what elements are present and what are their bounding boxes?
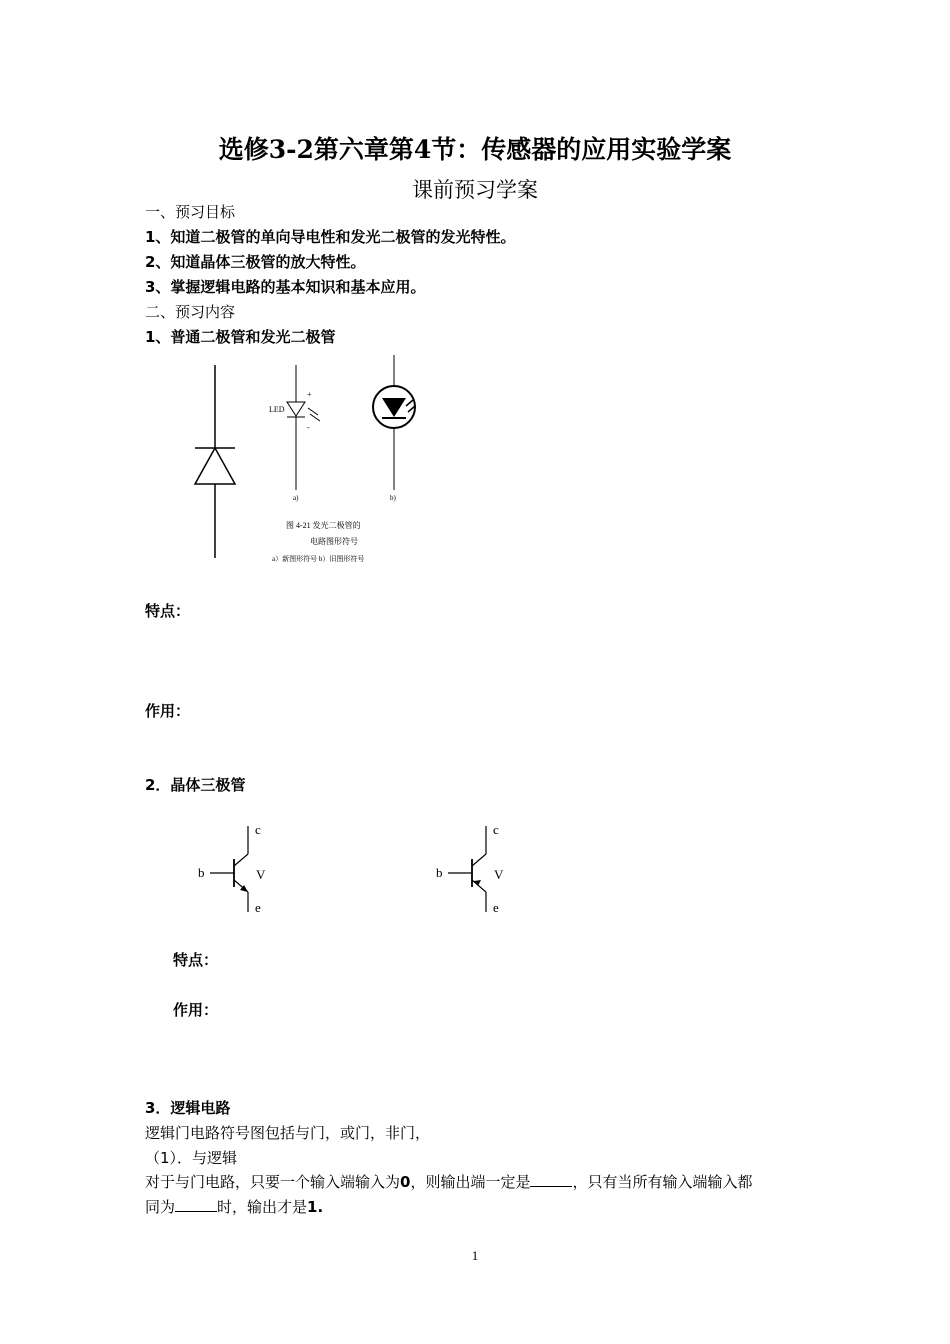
logic-intro: 逻辑门电路符号图包括与门，或门，非门， — [145, 1124, 431, 1142]
section-heading-content: 二、预习内容 — [145, 303, 236, 321]
figure-caption: 图 4-21 发光二极管的 — [286, 521, 361, 530]
label-a: a) — [293, 494, 299, 502]
led-symbol-new — [269, 365, 320, 502]
and-logic-text-line1 — [145, 1172, 752, 1192]
page-title: 选修3-2第六章第4节：传感器的应用实验学案 — [218, 135, 732, 164]
section-heading-goals: 一、预习目标 — [145, 203, 236, 221]
goal-item: 3、掌握逻辑电路的基本知识和基本应用。 — [145, 278, 426, 296]
transistor-symbol-npn — [190, 818, 280, 918]
led-label: LED — [269, 405, 285, 414]
goal-item: 2、知道晶体三极管的放大特性。 — [145, 253, 366, 271]
and-logic-heading: （1）．与逻辑 — [145, 1149, 238, 1167]
text-fragment: ，则输出端一定是 — [410, 1173, 531, 1191]
base-label: b — [436, 865, 443, 880]
emitter-label: e — [493, 900, 499, 915]
minus-sign: - — [307, 423, 310, 432]
led-symbol-old — [373, 355, 415, 502]
text-fragment: ，只有当所有输入端输入都 — [572, 1173, 753, 1191]
transistor-symbol-pnp — [428, 818, 518, 918]
goal-item: 1、知道二极管的单向导电性和发光二极管的发光特性。 — [145, 228, 516, 246]
text-fragment: 对于与门电路，只要一个输入端输入为 — [145, 1173, 401, 1191]
text-fragment: 0 — [400, 1173, 411, 1191]
feature-label: 特点： — [173, 951, 219, 969]
fill-blank — [175, 1197, 217, 1212]
base-label: b — [198, 865, 205, 880]
item-transistor-heading: 2．晶体三极管 — [145, 776, 246, 794]
item-diodes-heading: 1、普通二极管和发光二极管 — [145, 328, 336, 346]
device-label: V — [494, 867, 504, 882]
use-label: 作用： — [145, 702, 191, 720]
and-logic-text-line2 — [145, 1197, 323, 1217]
text-fragment: 1. — [307, 1198, 324, 1216]
collector-label: c — [255, 822, 261, 837]
device-label: V — [256, 867, 266, 882]
use-label: 作用： — [173, 1001, 219, 1019]
text-fragment: 时，输出才是 — [217, 1198, 308, 1216]
label-b: b) — [390, 494, 396, 502]
emitter-label: e — [255, 900, 261, 915]
diode-symbol — [195, 365, 235, 558]
page-number: 1 — [471, 1248, 479, 1263]
item-logic-heading: 3．逻辑电路 — [145, 1099, 231, 1117]
text-fragment: 同为 — [145, 1198, 176, 1216]
feature-label: 特点： — [145, 602, 191, 620]
figure-caption: a）新图形符号 b）旧图形符号 — [272, 555, 365, 563]
diode-figure — [180, 350, 440, 570]
collector-label: c — [493, 822, 499, 837]
plus-sign: + — [307, 390, 312, 399]
fill-blank — [530, 1172, 572, 1187]
page-subtitle: 课前预习学案 — [412, 178, 538, 202]
figure-caption: 电路图形符号 — [310, 537, 358, 546]
